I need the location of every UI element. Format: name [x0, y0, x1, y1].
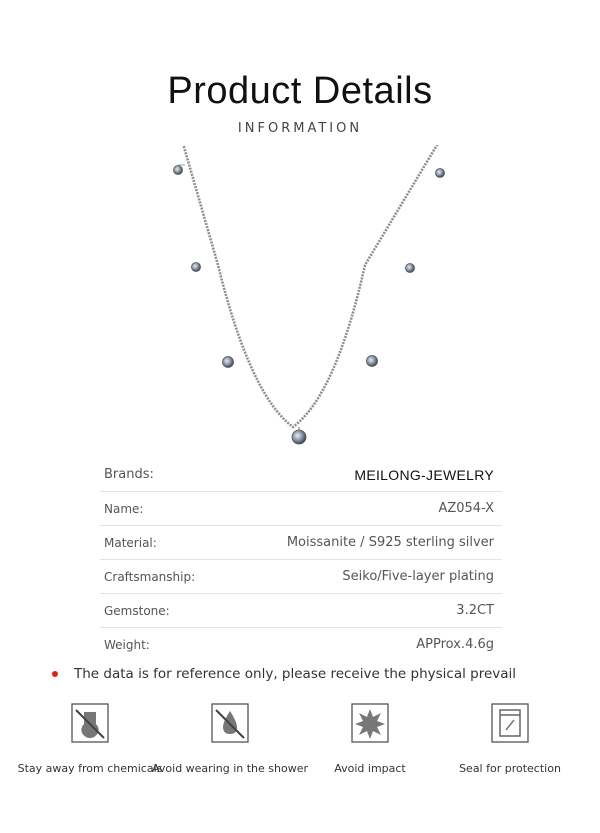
spec-value: Moissanite / S925 sterling silver: [286, 535, 494, 550]
spec-label: Craftsmanship:: [104, 569, 196, 584]
care-item-shower: [152, 702, 308, 775]
care-item-impact: [300, 702, 440, 775]
sealed-bag-icon: [490, 702, 530, 744]
care-item-chemicals: [17, 702, 163, 775]
spec-label: Name:: [104, 501, 144, 516]
spec-row-name: [100, 492, 502, 526]
spec-value: AZ054-X: [438, 501, 494, 516]
reference-notice: [52, 666, 572, 682]
spec-value: 3.2CT: [456, 603, 494, 618]
care-label: Avoid wearing in the shower: [152, 762, 308, 775]
no-chemicals-icon: [70, 702, 110, 744]
spec-value: MEILONG-JEWELRY: [354, 466, 494, 483]
care-instructions: [17, 702, 580, 775]
spec-row-material: [100, 526, 502, 560]
page-subtitle: INFORMATION: [237, 121, 363, 136]
care-label: Avoid impact: [334, 762, 406, 775]
notice-text: The data is for reference only, please receive the physical prevail: [74, 666, 517, 682]
bullet-dot-icon: [52, 671, 58, 677]
spec-label: Gemstone:: [104, 603, 170, 618]
avoid-impact-icon: [350, 702, 390, 744]
no-shower-icon: [210, 702, 250, 744]
spec-row-weight: [100, 628, 502, 661]
spec-label: Weight:: [104, 637, 150, 652]
spec-label: Brands:: [104, 467, 154, 482]
care-label: Seal for protection: [459, 762, 561, 775]
care-label: Stay away from chemicals: [17, 762, 163, 775]
spec-value: Seiko/Five-layer plating: [342, 569, 494, 584]
spec-label: Material:: [104, 535, 157, 550]
care-item-seal: [440, 702, 580, 775]
necklace-image: [160, 145, 450, 455]
spec-row-brand: [100, 458, 502, 492]
spec-row-gemstone: [100, 594, 502, 628]
spec-row-craftsmanship: [100, 560, 502, 594]
spec-table: [100, 458, 502, 661]
spec-value: APProx.4.6g: [416, 637, 494, 652]
page-title: Product Details: [167, 70, 433, 112]
